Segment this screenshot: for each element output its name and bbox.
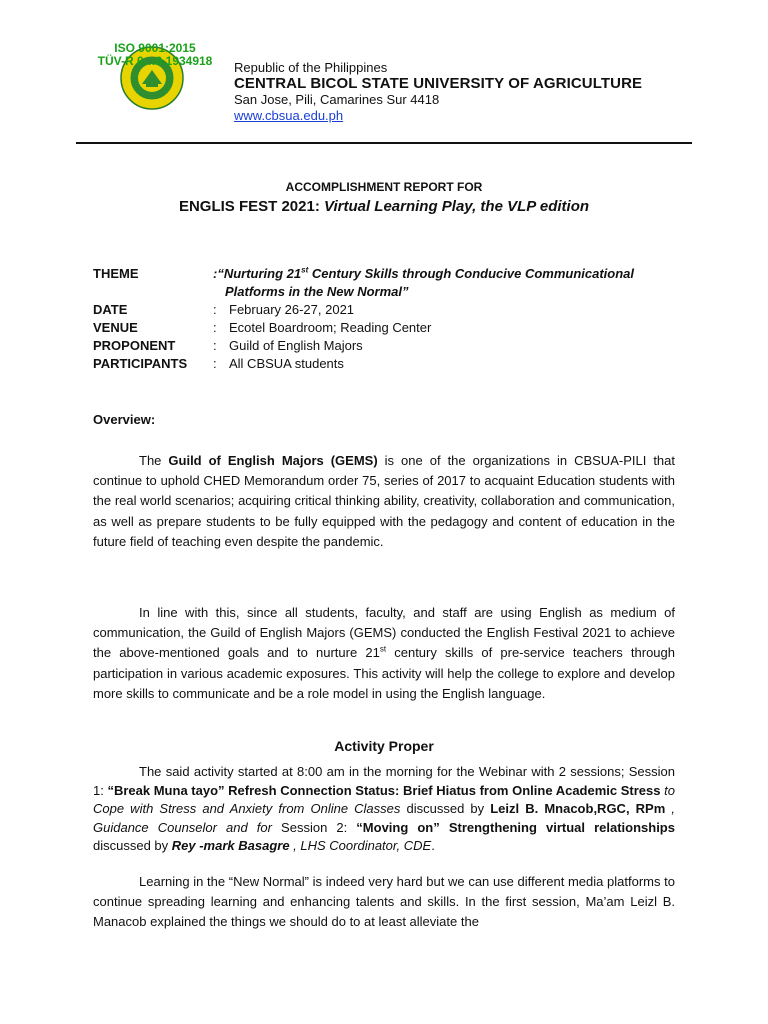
activity-s7: Session 2: [271, 819, 357, 835]
university-address: San Jose, Pili, Camarines Sur 4418 [234, 92, 440, 107]
venue-row [93, 319, 675, 337]
participants-colon: : [213, 356, 217, 371]
activity-paragraph-2: Learning in the “New Normal” is indeed very hard but we can use different media platforms to continue spreading learning and enhancing talents and skills. In the first session, Ma’am Leizl B. Manacob explained the things we should do to at least alleviate the [93, 874, 675, 930]
event-title [0, 198, 768, 215]
overview-p2-text-a: In line with this, since all students, faculty, and staff are using English as medium of communication, the Guild of English Majors (GEMS) conducted the English Festival 2021 to achieve the above-mentioned goals and to nurture 21 [93, 605, 675, 661]
theme-value [213, 265, 675, 301]
iso-certification [84, 42, 226, 68]
event-title-italic: Virtual Learning Play, the VLP edition [324, 198, 590, 215]
activity-speaker-1-role: , Guidance Counselor and for [93, 801, 675, 835]
activity-proper-heading: Activity Proper [334, 738, 434, 754]
overview-p1-bold: Guild of English Majors (GEMS) [168, 453, 378, 468]
iso-line-2: TÜV-R 0…0 1934918 [97, 54, 213, 68]
activity-s4: discussed by [400, 801, 491, 816]
theme-value-sup: st [301, 265, 309, 275]
date-value: February 26-27, 2021 [229, 302, 355, 317]
activity-session1-subtitle: to Cope with Stress and Anxiety from Online Classes [93, 782, 675, 816]
report-title: ACCOMPLISHMENT REPORT FOR [285, 180, 483, 194]
theme-value-line2: Platforms in the New Normal” [225, 284, 409, 299]
theme-value-prefix: :“Nurturing 21 [213, 266, 302, 281]
proponent-label: PROPONENT [93, 338, 176, 353]
participants-row [93, 355, 675, 373]
website-link[interactable]: www.cbsua.edu.ph [234, 108, 344, 123]
theme-value-rest: Century Skills through Conducive Communicational [308, 266, 635, 281]
proponent-row [93, 337, 675, 355]
proponent-value: Guild of English Majors [229, 338, 363, 353]
participants-label: PARTICIPANTS [93, 356, 188, 371]
activity-s9: discussed by [93, 838, 172, 853]
venue-colon: : [213, 320, 217, 335]
activity-s12: . [431, 838, 435, 853]
iso-line-1: ISO 9001:2015 [114, 41, 196, 55]
activity-session2-title: “Moving on” Strengthening virtual relationships [356, 819, 675, 835]
theme-label: THEME [93, 266, 139, 281]
date-row [93, 301, 675, 319]
overview-paragraph-1 [93, 451, 675, 552]
university-header [234, 60, 642, 124]
overview-p2-sup: st [379, 645, 387, 655]
activity-speaker-1: Leizl B. Mnacob,RGC, RPm [490, 801, 666, 816]
overview-p1-text-b: is one of the organizations in CBSUA-PILI that continue to uphold CHED Memorandum order 75, series of 2017 to acquaint Education students with the real world scenarios; acquiring critical thinking ability, creativity, collaboration and communication, as well as prepare students to be fully equipped with the pedagogy and content of education in the future field of teaching even despite the pandemic. [93, 453, 675, 549]
header-divider [76, 142, 692, 144]
event-details [93, 265, 675, 373]
activity-paragraph-1 [93, 763, 675, 856]
overview-paragraph-2 [93, 603, 675, 704]
republic-line: Republic of the Philippines [234, 60, 388, 75]
event-title-plain: ENGLIS FEST 2021: [178, 198, 324, 215]
activity-speaker-2-role: , LHS Coordinator, CDE [289, 838, 432, 853]
activity-speaker-2: Rey -mark Basagre [171, 838, 290, 853]
venue-value: Ecotel Boardroom; Reading Center [229, 320, 432, 335]
overview-heading: Overview: [93, 412, 156, 427]
proponent-colon: : [213, 338, 217, 353]
date-colon: : [213, 302, 217, 317]
overview-p1-text-a: The [139, 453, 169, 468]
date-label: DATE [93, 302, 128, 317]
activity-s1: The said activity started at 8:00 am in the morning for the Webinar with 2 sessions; Session 1: [93, 764, 675, 798]
activity-session1-title: “Break Muna tayo” Refresh Connection Status: Brief Hiatus from Online Academic Stress [107, 782, 661, 798]
overview-p2-text-b: century skills of pre-service teachers through participation in various academic exposures. This activity will help the college to explore and develop more skills to communicate and be a role model in using the English language. [93, 645, 675, 701]
university-name: CENTRAL BICOL STATE UNIVERSITY OF AGRICULTURE [234, 75, 643, 92]
participants-value: All CBSUA students [229, 356, 344, 371]
venue-label: VENUE [93, 320, 138, 335]
theme-row [93, 265, 675, 301]
